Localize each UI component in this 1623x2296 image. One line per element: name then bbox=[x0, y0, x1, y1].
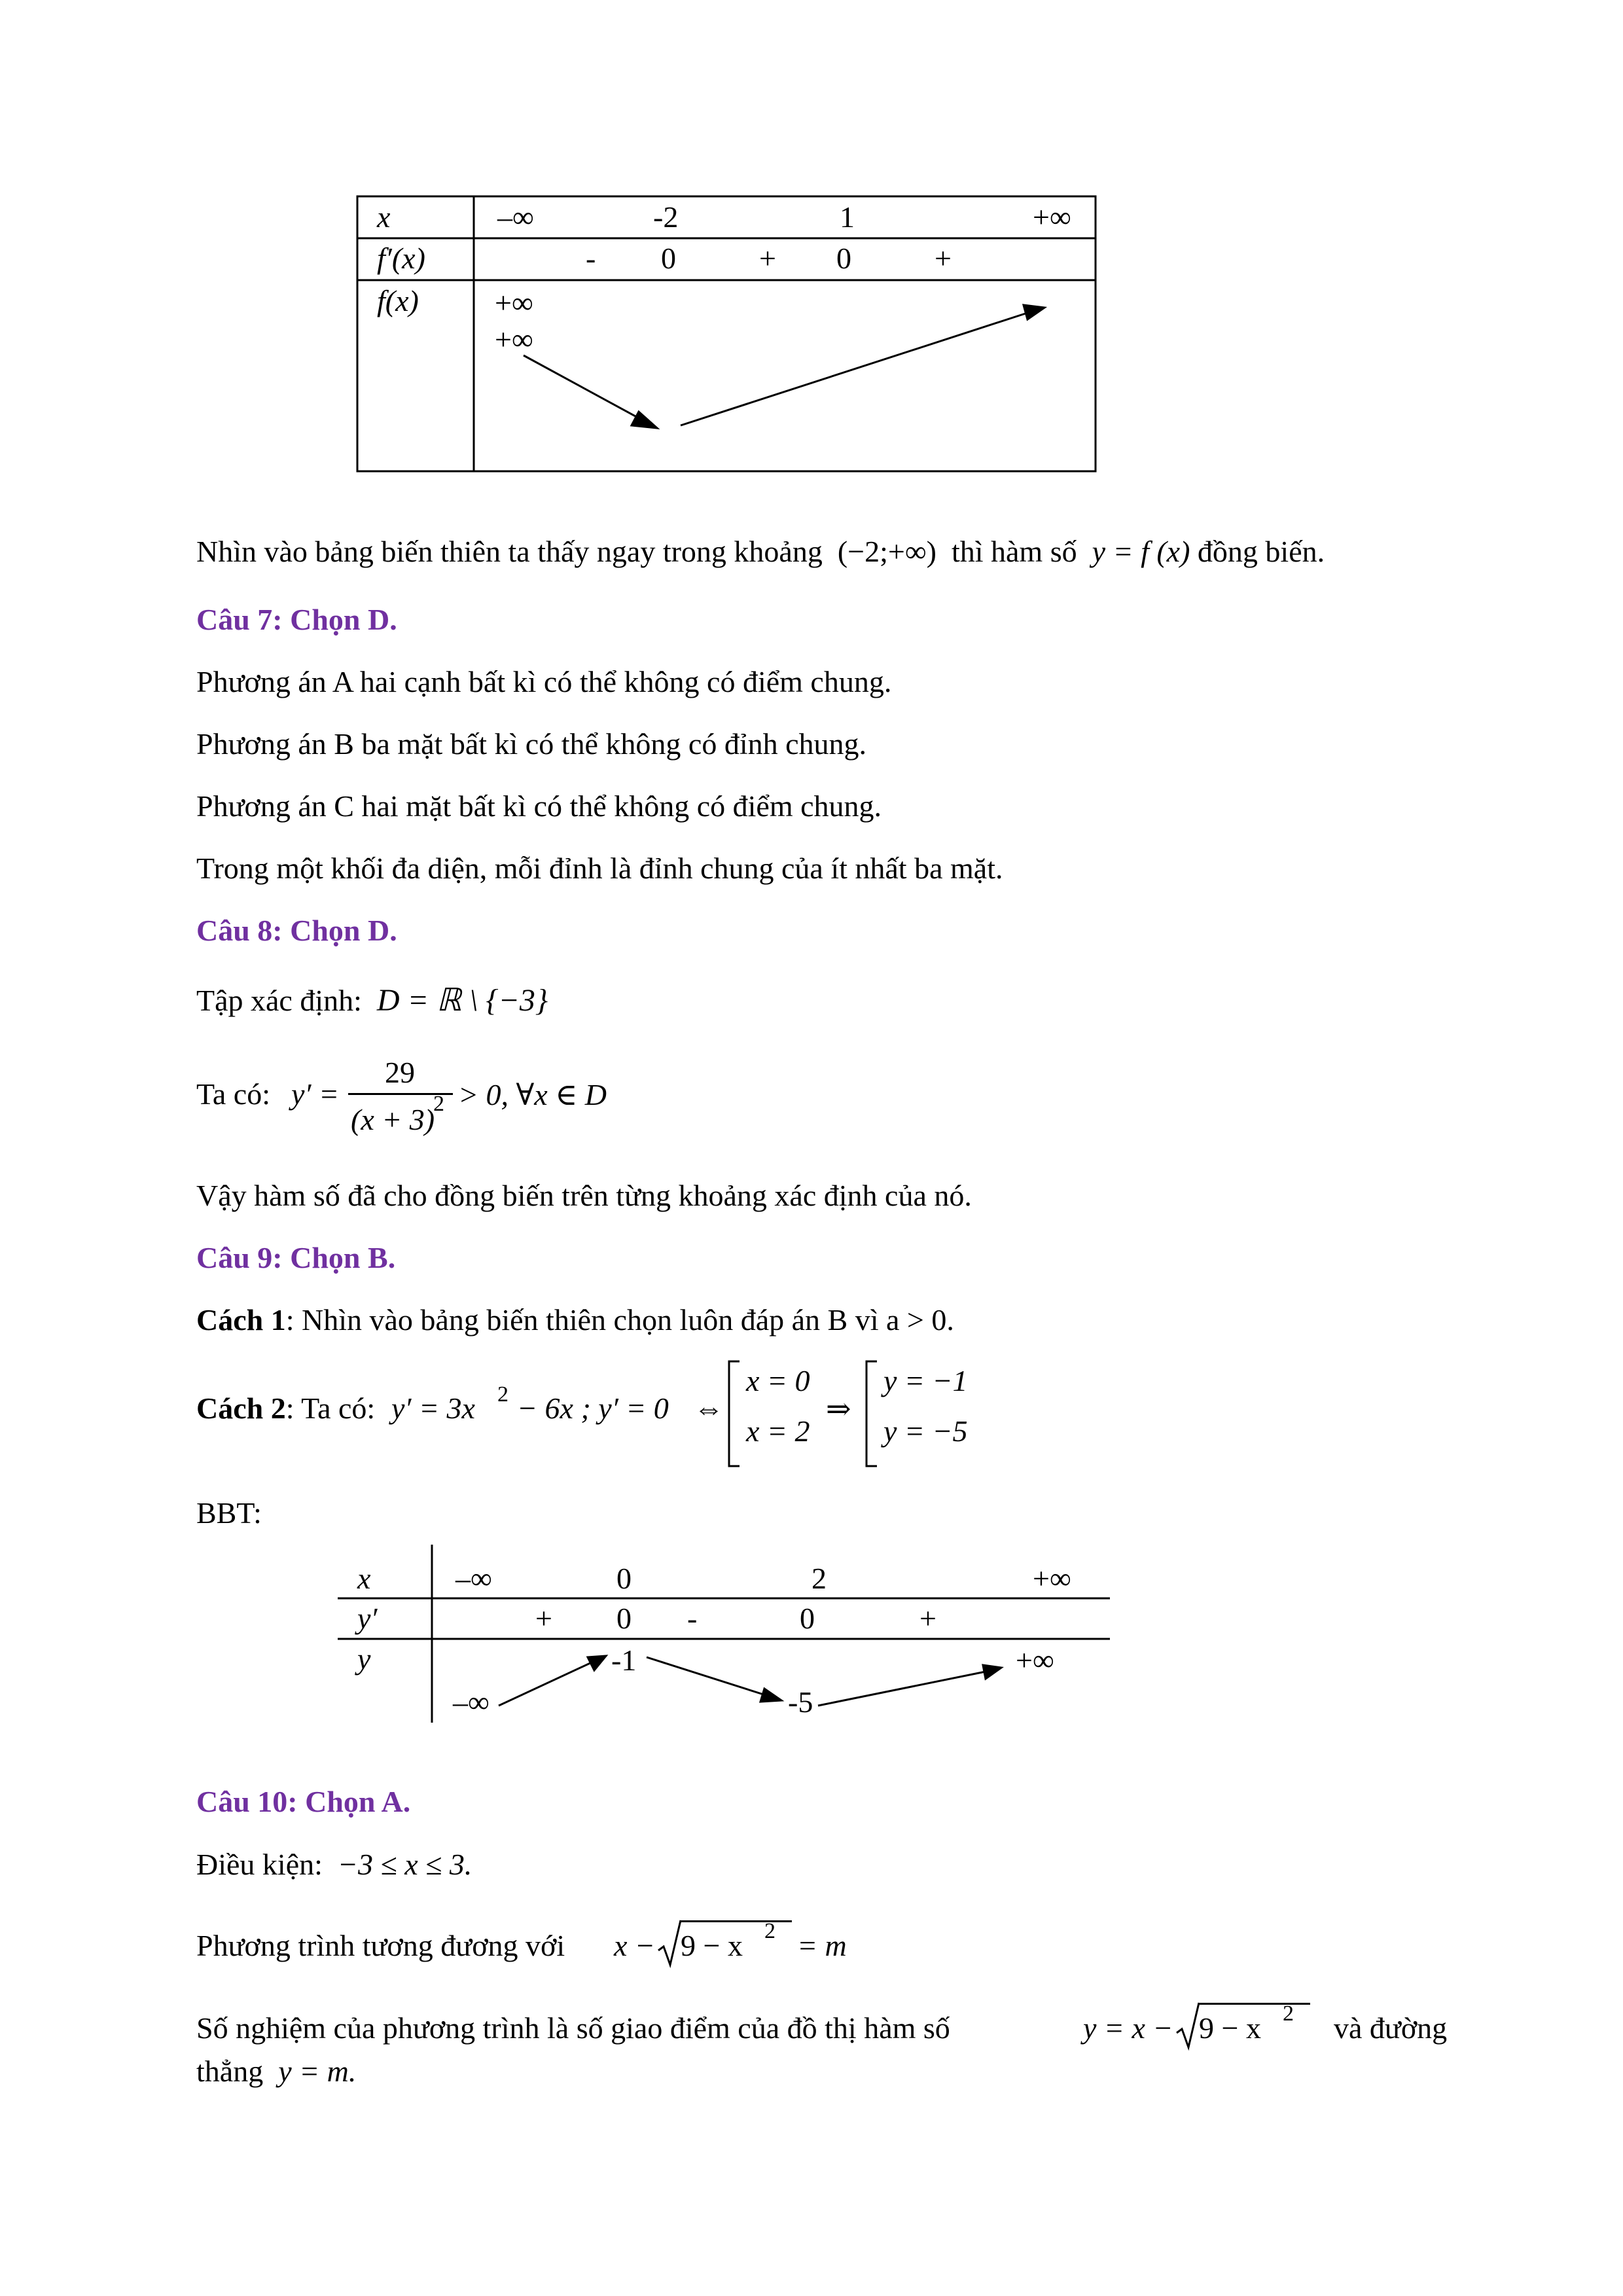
table1-f-value: +∞ bbox=[495, 323, 533, 356]
method-label: Cách 2 bbox=[196, 1391, 286, 1425]
table1-derivative-value: 0 bbox=[836, 242, 851, 275]
table2-derivative-sign: + bbox=[919, 1602, 936, 1635]
q10-solution-function: y = x − bbox=[1083, 2011, 1173, 2045]
paragraph-text: Nhìn vào bảng biến thiên ta thấy ngay trong khoảng bbox=[196, 535, 823, 568]
table2-y-value: -1 bbox=[611, 1643, 637, 1677]
interval-math: (−2;+∞) bbox=[837, 535, 936, 568]
q10-solution-text: Số nghiệm của phương trình là số giao điểm của đồ thị hàm số bbox=[196, 2011, 950, 2045]
table2-derivative-value: 0 bbox=[616, 1602, 632, 1635]
q10-equation-rhs: = m bbox=[797, 1929, 847, 1962]
q10-heading: Câu 10: Chọn A. bbox=[196, 1785, 411, 1818]
implies-symbol: ⇒ bbox=[826, 1392, 851, 1426]
function-math: y = f (x) bbox=[1092, 535, 1190, 568]
table2-x-value: –∞ bbox=[455, 1562, 492, 1595]
q8-domain bbox=[196, 982, 548, 1018]
q10-equation-lhs: x − bbox=[614, 1929, 655, 1962]
q8-derivative-label: Ta có: bbox=[196, 1077, 271, 1111]
decreasing-arrow bbox=[524, 355, 643, 420]
table2-row-label: x bbox=[357, 1562, 371, 1595]
arrow-head bbox=[588, 1656, 606, 1670]
increasing-arrow bbox=[818, 1672, 986, 1706]
table1-derivative-sign: + bbox=[935, 242, 952, 275]
table1-f-value: +∞ bbox=[495, 286, 533, 319]
method-label: Cách 1 bbox=[196, 1303, 286, 1336]
decreasing-arrow bbox=[647, 1657, 766, 1695]
q10-line2 bbox=[196, 2054, 356, 2089]
variation-table-2 bbox=[0, 1545, 1623, 1741]
paragraph-text: thì hàm số bbox=[951, 535, 1077, 568]
system-2-line: y = −1 bbox=[883, 1364, 968, 1397]
q7-line: Phương án B ba mặt bất kì có thể không có đỉnh chung. bbox=[196, 727, 867, 761]
q9-derivative-rest: − 6x ; y′ = 0 bbox=[517, 1391, 669, 1425]
q9-derivative-exponent: 2 bbox=[497, 1382, 508, 1407]
table1-derivative-sign: + bbox=[759, 242, 776, 275]
table1-x-value: +∞ bbox=[1033, 200, 1071, 234]
paragraph-text: đồng biến. bbox=[1197, 535, 1325, 568]
q10-equation-label: Phương trình tương đương với bbox=[196, 1929, 565, 1962]
table2-x-value: +∞ bbox=[1033, 1562, 1071, 1595]
increasing-arrow bbox=[681, 313, 1027, 425]
q8-derivative-lhs: y′ = bbox=[291, 1077, 340, 1111]
q8-denominator-exponent: 2 bbox=[433, 1092, 444, 1116]
line2-math: y = m. bbox=[278, 2054, 357, 2088]
q8-fraction-denominator: (x + 3) bbox=[351, 1103, 435, 1136]
iff-symbol: ⇔ bbox=[694, 1391, 724, 1425]
q7-line: Trong một khối đa diện, mỗi đỉnh là đỉnh chung của ít nhất ba mặt. bbox=[196, 852, 1003, 885]
table2-x-value: 0 bbox=[616, 1562, 632, 1595]
q9-derivative: y′ = 3x bbox=[391, 1391, 475, 1425]
q10-radicand-exponent: 2 bbox=[764, 1919, 776, 1943]
line2-text: thẳng bbox=[196, 2054, 264, 2088]
conclusion-paragraph bbox=[196, 534, 1325, 569]
q8-derivative-rhs: > 0, ∀x ∈ D bbox=[458, 1078, 607, 1111]
q7-heading: Câu 7: Chọn D. bbox=[196, 603, 397, 636]
q7-line: Phương án C hai mặt bất kì có thể không có điểm chung. bbox=[196, 789, 882, 823]
variation-table-1 bbox=[0, 0, 1623, 497]
q8-heading: Câu 8: Chọn D. bbox=[196, 914, 397, 947]
radical-sign bbox=[1175, 2000, 1202, 2053]
q8-fraction-numerator: 29 bbox=[385, 1056, 415, 1089]
table2-y-value: –∞ bbox=[453, 1685, 490, 1719]
table2-derivative-value: 0 bbox=[800, 1602, 815, 1635]
bbt-label: BBT: bbox=[196, 1496, 262, 1530]
q10-condition bbox=[196, 1847, 472, 1882]
q9-method-2 bbox=[196, 1391, 375, 1426]
table2-y-value: -5 bbox=[788, 1685, 813, 1719]
table2-y-value: +∞ bbox=[1016, 1643, 1054, 1677]
table1-row-label: f′(x) bbox=[377, 242, 425, 275]
table2-derivative-sign: - bbox=[687, 1602, 698, 1635]
table2-row-label: y′ bbox=[357, 1602, 378, 1635]
method-text: : Nhìn vào bảng biến thiên chọn luôn đáp án B vì a > 0. bbox=[285, 1303, 954, 1336]
table1-x-value: –∞ bbox=[497, 200, 534, 234]
arrow-head bbox=[1024, 305, 1044, 319]
q10-solution-end: và đường bbox=[1334, 2011, 1448, 2045]
table1-x-value: -2 bbox=[653, 200, 679, 234]
system-2-line: y = −5 bbox=[883, 1414, 968, 1448]
arrow-head bbox=[760, 1689, 781, 1702]
condition-label: Điều kiện: bbox=[196, 1848, 323, 1881]
table1-row-label: f(x) bbox=[377, 284, 419, 317]
arrow-head bbox=[632, 412, 657, 428]
system-1-line: x = 2 bbox=[746, 1414, 810, 1448]
q7-line: Phương án A hai cạnh bất kì có thể không có điểm chung. bbox=[196, 665, 892, 698]
method-text: : Ta có: bbox=[285, 1391, 376, 1425]
domain-label: Tập xác định: bbox=[196, 984, 362, 1017]
q9-heading: Câu 9: Chọn B. bbox=[196, 1241, 396, 1274]
table1-x-value: 1 bbox=[840, 200, 855, 234]
system-1-line: x = 0 bbox=[746, 1364, 810, 1397]
table2-derivative-sign: + bbox=[535, 1602, 552, 1635]
q10-solution-radicand-exponent: 2 bbox=[1283, 2001, 1294, 2026]
increasing-arrow bbox=[499, 1662, 592, 1706]
table2-x-value: 2 bbox=[812, 1562, 827, 1595]
table1-derivative-sign: - bbox=[586, 242, 596, 275]
arrow-head bbox=[983, 1665, 1001, 1679]
q10-radicand: 9 − x bbox=[681, 1929, 743, 1962]
table1-derivative-value: 0 bbox=[661, 242, 676, 275]
radical-sign bbox=[657, 1918, 683, 1970]
q9-method-1 bbox=[196, 1302, 954, 1337]
q10-solution-radicand: 9 − x bbox=[1199, 2011, 1261, 2045]
q8-conclusion: Vậy hàm số đã cho đồng biến trên từng khoảng xác định của nó. bbox=[196, 1179, 972, 1212]
condition-math: −3 ≤ x ≤ 3. bbox=[337, 1848, 473, 1881]
table2-row-label: y bbox=[357, 1642, 371, 1676]
domain-math: D = ℝ \ {−3} bbox=[376, 983, 548, 1018]
table1-row-label: x bbox=[377, 200, 391, 234]
